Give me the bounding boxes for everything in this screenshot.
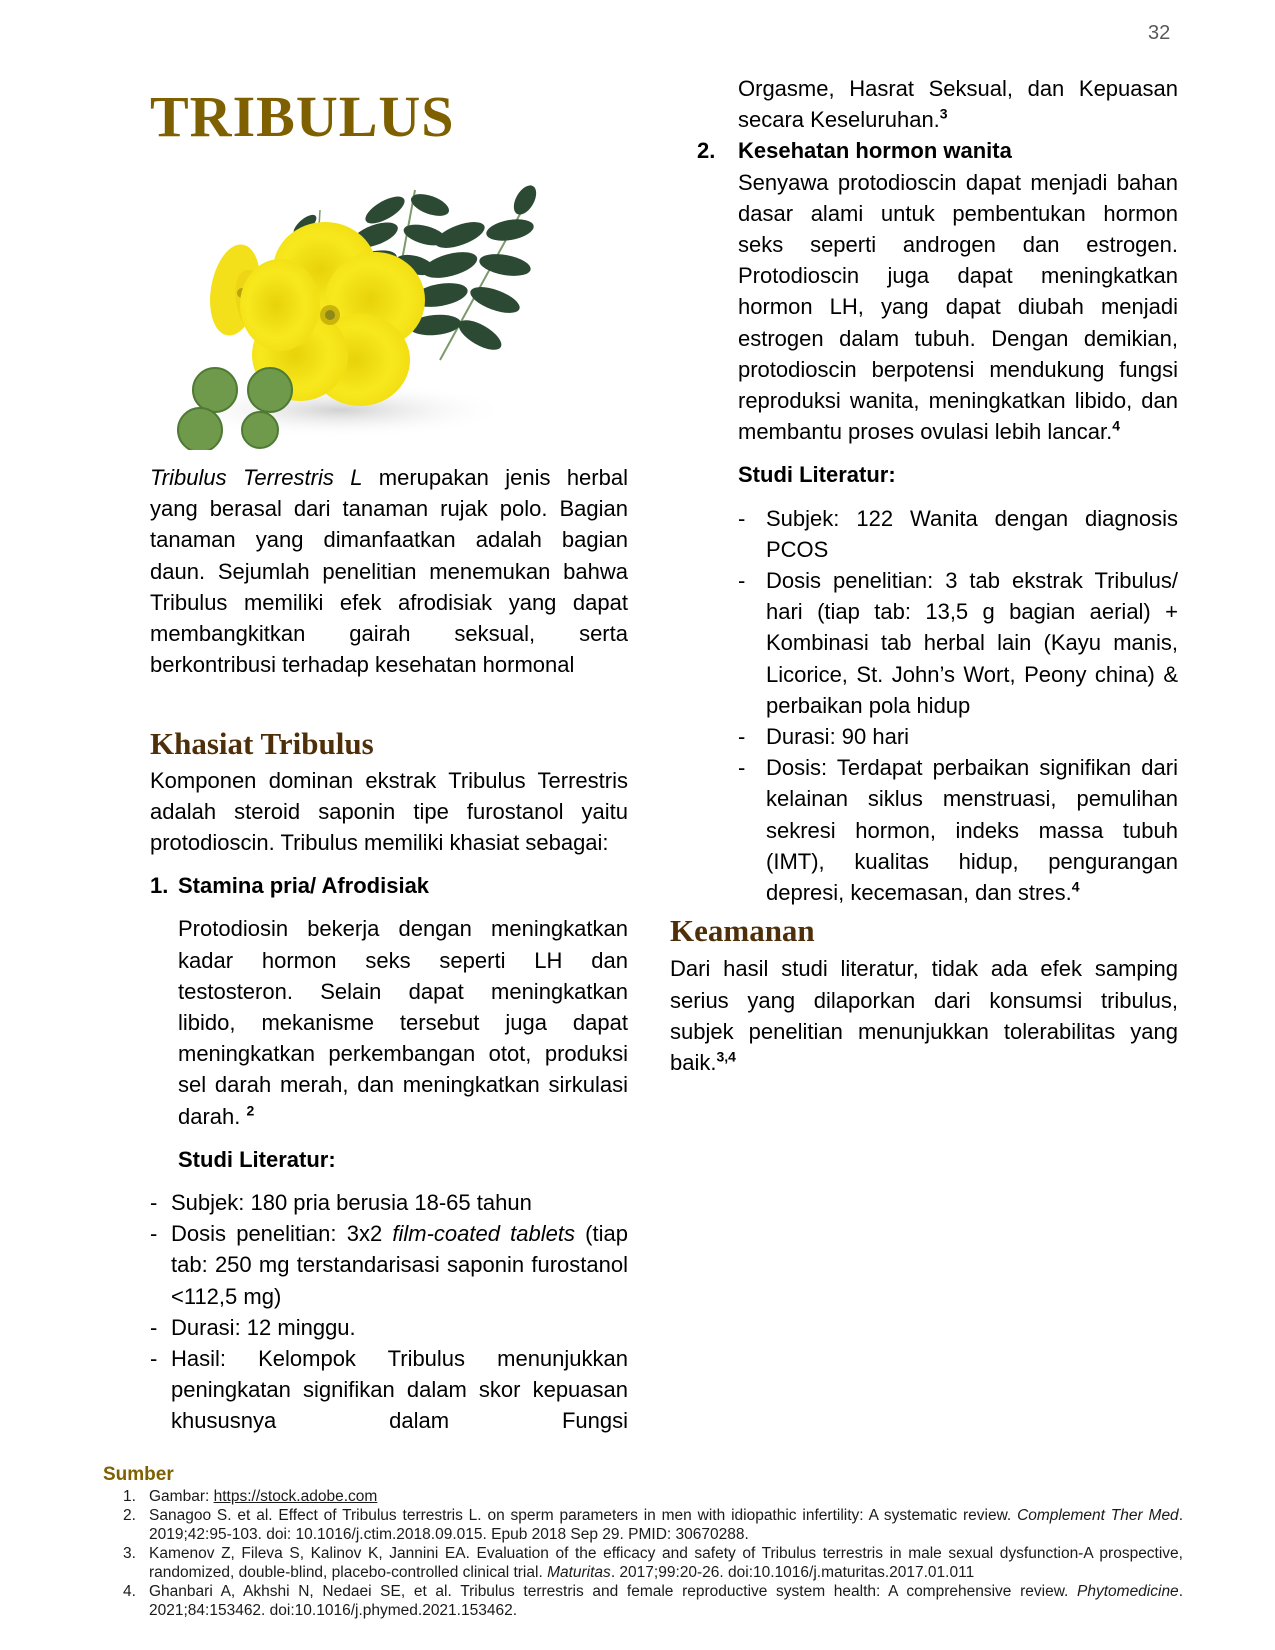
studi-item: - Dosis penelitian: 3 tab ekstrak Tribulus/ hari (tiap tab: 13,5 g bagian aerial) + Kombinasi tab herbal lain (Kayu manis, Licorice, St. John’s Wort, Peony china) & perbaikan pola hidup — [738, 568, 1178, 718]
benefit-text: Protodiosin bekerja dengan meningkatkan kadar hormon seks seperti LH dan testosteron. Selain dapat meningkatkan libido, mekanisme tersebut juga dapat meningkatkan perkembangan otot, produksi sel darah merah, dan meningkatkan sirkulasi darah. — [178, 916, 628, 1129]
studi-list-1 — [150, 1187, 628, 1437]
reference-item: 3. Kamenov Z, Fileva S, Kalinov K, Jannini EA. Evaluation of the efficacy and safety of Tribulus terrestris in male sexual dysfunction-A prospective, randomized, double-blind, placebo-controlled clinical trial. Maturitas. 2017;99:20-26. doi:10.1016/j.maturitas.2017.01.011 — [123, 1545, 1183, 1581]
heading-keamanan: Keamanan — [670, 913, 815, 949]
studi-item: - Subjek: 122 Wanita dengan diagnosis PCOS — [738, 505, 1178, 562]
benefit-1-heading — [150, 870, 628, 901]
intro-paragraph — [150, 462, 628, 680]
studi-literatur-title: Studi Literatur: — [178, 1146, 336, 1172]
keamanan-text: Dari hasil studi literatur, tidak ada efek samping serius yang dilaporkan dari konsumsi tribulus, subjek penelitian menunjukkan tolerabilitas yang baik.$^{3,4}$ — [670, 956, 1178, 1076]
right-column — [670, 73, 1178, 1078]
studi-item: - Dosis penelitian: 3x2 film-coated tablets (tiap tab: 250 mg terstandarisasi saponin furostanol <112,5 mg) — [150, 1221, 628, 1309]
benefit-title: Kesehatan hormon wanita — [738, 138, 1012, 164]
benefit-number: 2. — [697, 138, 716, 164]
citation: 4 — [1071, 878, 1080, 895]
left-column — [150, 462, 628, 1437]
benefit-title: Stamina pria/ Afrodisiak — [178, 873, 430, 899]
citation: 3,4 — [716, 1048, 736, 1065]
intro-text: merupakan jenis herbal yang berasal dari tanaman rujak polo. Bagian tanaman yang dimanfaatkan adalah bagian daun. Sejumlah penelitian menemukan bahwa Tribulus memiliki efek afrodisiak yang dapat membangkitkan gairah seksual, serta berkontribusi terhadap kesehatan hormonal — [150, 465, 628, 678]
studi-item: - Subjek: 180 pria berusia 18-65 tahun — [150, 1190, 532, 1216]
studi-item: - Durasi: 12 minggu. — [150, 1314, 356, 1340]
tribulus-plant-image — [160, 175, 560, 450]
benefit-1-text — [150, 913, 628, 1131]
references — [103, 1487, 1183, 1620]
studi-item: - Hasil: Kelompok Tribulus menunjukkan peningkatan signifikan dalam skor kepuasan khususnya dalam Fungsi — [150, 1346, 628, 1434]
heading-khasiat: Khasiat Tribulus — [150, 726, 374, 762]
reference-item: 2. Sanagoo S. et al. Effect of Tribulus terrestris L. on sperm parameters in men with idiopathic infertility: A systematic review. Complement Ther Med. 2019;42:95-103. doi: 10.1016/j.ctim.2018.09.015. Epub 2018 Sep 29. PMID: 30670288. — [123, 1507, 1183, 1543]
reference-link[interactable]: https://stock.adobe.com — [213, 1488, 378, 1505]
page-title: TRIBULUS — [150, 84, 455, 149]
studi-item: - Dosis: Terdapat perbaikan signifikan dari kelainan siklus menstruasi, pemulihan sekresi hormon, indeks massa tubuh (IMT), kualitas hidup, pengurangan depresi, kecemasan, dan stres.$^4$ — [738, 755, 1178, 906]
page-number: 32 — [1148, 22, 1171, 44]
citation: 4 — [1112, 417, 1121, 434]
studi-literatur-title: Studi Literatur: — [738, 462, 896, 488]
sumber-heading: Sumber — [103, 1464, 174, 1485]
reference-item: 1. Gambar: https://stock.adobe.com — [123, 1488, 378, 1505]
khasiat-intro: Komponen dominan ekstrak Tribulus Terrestris adalah steroid saponin tipe furostanol yaitu protodioscin. Tribulus memiliki khasiat sebagai: — [150, 767, 628, 856]
benefit-number: 1. — [150, 873, 169, 899]
benefit-1-continuation: Orgasme, Hasrat Seksual, dan Kepuasan secara Keseluruhan.$^3$ — [738, 76, 1178, 133]
citation: 2 — [246, 1102, 255, 1119]
studi-item: - Durasi: 90 hari — [738, 724, 910, 750]
citation: 3 — [939, 105, 948, 122]
studi-list-2 — [700, 503, 1178, 909]
benefit-2-text: Senyawa protodioscin dapat menjadi bahan dasar alami untuk pembentukan hormon seks seperti androgen dan estrogen. Protodioscin juga dapat meningkatkan hormon LH, yang dapat diubah menjadi estrogen dalam tubuh. Dengan demikian, protodioscin berpotensi mendukung fungsi reproduksi wanita, meningkatkan libido, dan membantu proses ovulasi lebih lancar.$^4$ — [738, 169, 1178, 445]
species-name: Tribulus Terrestris L — [150, 465, 363, 490]
benefit-2-heading — [697, 135, 1178, 166]
reference-item: 4. Ghanbari A, Akhshi N, Nedaei SE, et al. Tribulus terrestris and female reproductive system health: A comprehensive review. Phytomedicine. 2021;84:153462. doi:10.1016/j.phymed.2021.153462. — [123, 1583, 1183, 1619]
